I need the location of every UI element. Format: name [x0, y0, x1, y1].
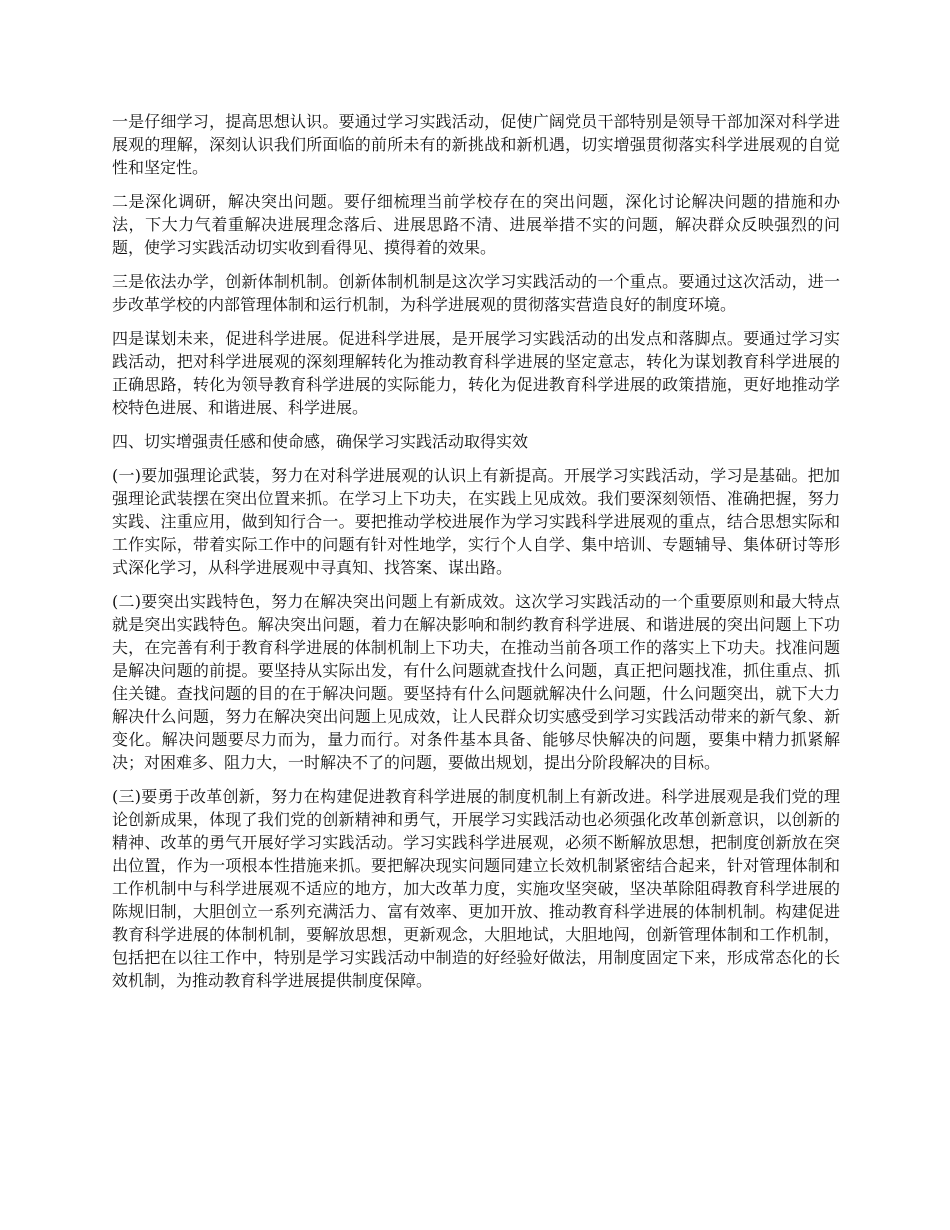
document-body — [112, 110, 840, 1003]
paragraph-7: (三)要勇于改革创新，努力在构建促进教育科学进展的制度机制上有新改进。科学进展观是我们党的理论创新成果，体现了我们党的创新精神和勇气，开展学习实践活动也必须强化改革创新意识，以创新的精神、改革的勇气开展好学习实践活动。学习实践科学进展观，必须不断解放思想，把制度创新放在突出位置，作为一项根本性措施来抓。要把解决现实问题同建立长效机制紧密结合起来，针对管理体制和工作机制中与科学进展观不适应的地方，加大改革力度，实施攻坚突破，坚决革除阻碍教育科学进展的陈规旧制，大胆创立一系列充满活力、富有效率、更加开放、推动教育科学进展的体制机制。构建促进教育科学进展的体制机制，要解放思想，更新观念，大胆地试，大胆地闯，创新管理体制和工作机制，包括把在以往工作中，特别是学习实践活动中制造的好经验好做法，用制度固定下来，形成常态化的长效机制，为推动教育科学进展提供制度保障。 — [112, 787, 840, 990]
paragraph-1: 一是仔细学习，提高思想认识。要通过学习实践活动，促使广阔党员干部特别是领导干部加深对科学进展观的理解，深刻认识我们所面临的前所未有的新挑战和新机遇，切实增强贯彻落实科学进展观的自觉性和坚定性。 — [112, 112, 840, 177]
paragraph-5: (一)要加强理论武装，努力在对科学进展观的认识上有新提高。开展学习实践活动，学习是基础。把加强理论武装摆在突出位置来抓。在学习上下功夫，在实践上见成效。我们要深刻领悟、准确把握，努力实践、注重应用，做到知行合一。要把推动学校进展作为学习实践科学进展观的重点，结合思想实际和工作实际，带着实际工作中的问题有针对性地学，实行个人自学、集中培训、专题辅导、集体研讨等形式深化学习，从科学进展观中寻真知、找答案、谋出路。 — [112, 466, 840, 577]
section-heading: 四、切实增强责任感和使命感，确保学习实践活动取得实效 — [112, 432, 529, 451]
paragraph-6: (二)要突出实践特色，努力在解决突出问题上有新成效。这次学习实践活动的一个重要原则和最大特点就是突出实践特色。解决突出问题，着力在解决影响和制约教育科学进展、和谐进展的突出问题上下功夫，在完善有利于教育科学进展的体制机制上下功夫，在推动当前各项工作的落实上下功夫。找准问题是解决问题的前提。要坚持从实际出发，有什么问题就查找什么问题，真正把问题找准，抓住重点、抓住关键。查找问题的目的在于解决问题。要坚持有什么问题就解决什么问题，什么问题突出，就下大力解决什么问题，努力在解决突出问题上见成效，让人民群众切实感受到学习实践活动带来的新气象、新变化。解决问题要尽力而为，量力而行。对条件基本具备、能够尽快解决的问题，要集中精力抓紧解决；对困难多、阻力大，一时解决不了的问题，要做出规划，提出分阶段解决的目标。 — [112, 592, 840, 772]
paragraph-2: 二是深化调研，解决突出问题。要仔细梳理当前学校存在的突出问题，深化讨论解决问题的措施和办法，下大力气着重解决进展理念落后、进展思路不清、进展举措不实的问题，解决群众反映强烈的问题，使学习实践活动切实收到看得见、摸得着的效果。 — [112, 192, 840, 257]
paragraph-4: 四是谋划未来，促进科学进展。促进科学进展，是开展学习实践活动的出发点和落脚点。要通过学习实践活动，把对科学进展观的深刻理解转化为推动教育科学进展的坚定意志，转化为谋划教育科学进展的正确思路，转化为领导教育科学进展的实际能力，转化为促进教育科学进展的政策措施，更好地推动学校特色进展、和谐进展、科学进展。 — [112, 329, 840, 417]
paragraph-3: 三是依法办学，创新体制机制。创新体制机制是这次学习实践活动的一个重点。要通过这次活动，进一步改革学校的内部管理体制和运行机制，为科学进展观的贯彻落实营造良好的制度环境。 — [112, 272, 840, 314]
